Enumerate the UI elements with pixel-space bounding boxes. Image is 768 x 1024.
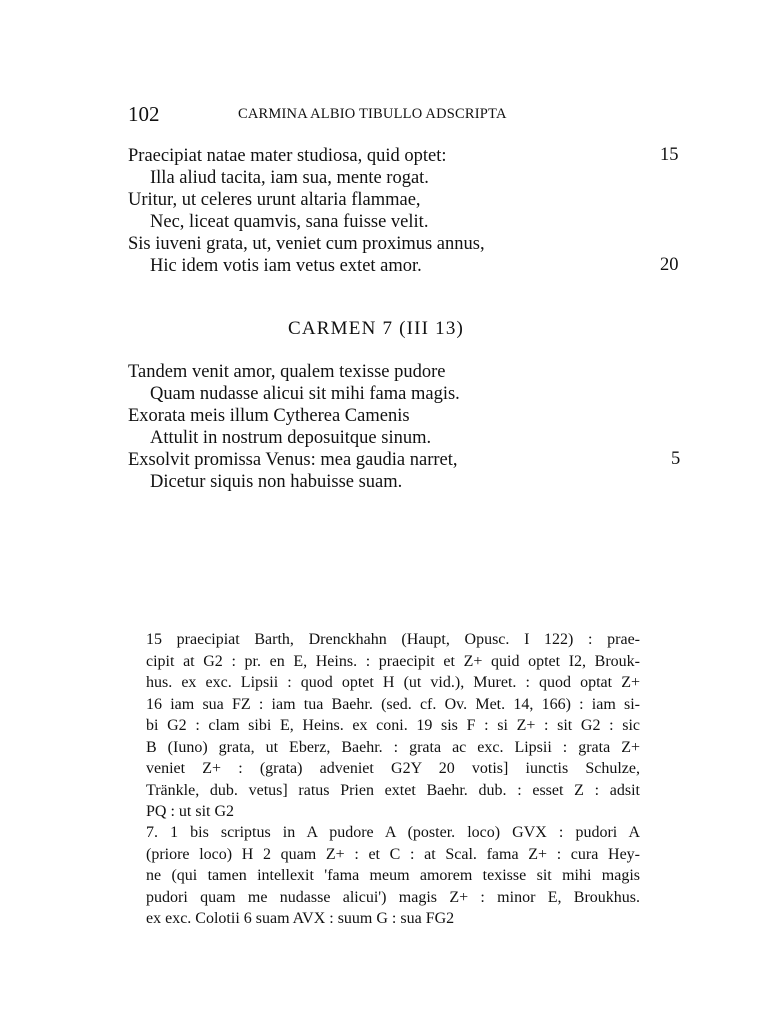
apparatus-block-15-20	[146, 629, 640, 823]
verse-line: Praecipiat natae mater studiosa, quid optet:	[128, 146, 447, 166]
apparatus-line: hus. ex exc. Lipsii : quod optet H (ut vid.), Muret. : quod optat Z+	[146, 674, 640, 691]
apparatus-line: veniet Z+ : (grata) adveniet G2Y 20 votis] iunctis Schulze,	[146, 760, 640, 777]
apparatus-line: (priore loco) H 2 quam Z+ : et C : at Scal. fama Z+ : cura Hey-	[146, 845, 640, 863]
verse-line: Sis iuveni grata, ut, veniet cum proximus annus,	[128, 234, 485, 254]
line-number: 15	[660, 145, 679, 165]
verse-line: Dicetur siquis non habuisse suam.	[150, 472, 403, 492]
verse-line: Nec, liceat quamvis, sana fuisse velit.	[150, 212, 429, 232]
apparatus-line: cipit at G2 : pr. en E, Heins. : praecipit et Z+ quid optet I2, Brouk-	[146, 652, 640, 670]
apparatus-line: 15 praecipiat Barth, Drenckhahn (Haupt, Opusc. I 122) : prae-	[146, 631, 640, 648]
verse-line: Hic idem votis iam vetus extet amor.	[150, 256, 422, 276]
apparatus-line: bi G2 : clam sibi E, Heins. ex coni. 19 sis F : si Z+ : sit G2 : sic	[146, 717, 640, 734]
verse-line: Uritur, ut celeres urunt altaria flammae,	[128, 190, 421, 210]
verse-line: Exorata meis illum Cytherea Camenis	[128, 406, 410, 426]
verse-line: Attulit in nostrum deposuitque sinum.	[150, 428, 432, 448]
apparatus-block-carmen-7	[146, 822, 640, 930]
line-number: 20	[660, 255, 679, 275]
verse-line: Quam nudasse alicui sit mihi fama magis.	[150, 384, 460, 404]
page-number: 102	[128, 102, 160, 126]
line-number: 5	[671, 449, 681, 469]
apparatus-line: 16 iam sua FZ : iam tua Baehr. (sed. cf. Ov. Met. 14, 166) : iam si-	[146, 695, 640, 713]
carmen-title: CARMEN 7 (III 13)	[288, 318, 465, 339]
apparatus-line: Tränkle, dub. vetus] ratus Prien extet Baehr. dub. : esset Z : adsit	[146, 781, 640, 799]
apparatus-line: ex exc. Colotii 6 suam AVX : suum G : sua FG2	[146, 910, 455, 927]
verse-line: Exsolvit promissa Venus: mea gaudia narret,	[128, 450, 458, 470]
apparatus-line: ne (qui tamen intellexit 'fama meum amorem texisse sit mihi magis	[146, 867, 640, 884]
poem-prev	[128, 145, 485, 277]
apparatus-line: pudori quam me nudasse alicui') magis Z+ : minor E, Broukhus.	[146, 888, 640, 906]
running-head: CARMINA ALBIO TIBULLO ADSCRIPTA	[238, 106, 507, 122]
apparatus-line: 7. 1 bis scriptus in A pudore A (poster. loco) GVX : pudori A	[146, 824, 640, 841]
apparatus-line: B (Iuno) grata, ut Eberz, Baehr. : grata ac exc. Lipsii : grata Z+	[146, 738, 640, 756]
carmen-poem	[128, 361, 460, 493]
verse-line: Illa aliud tacita, iam sua, mente rogat.	[150, 168, 429, 188]
apparatus-line: PQ : ut sit G2	[146, 803, 235, 820]
verse-line: Tandem venit amor, qualem texisse pudore	[128, 362, 446, 382]
